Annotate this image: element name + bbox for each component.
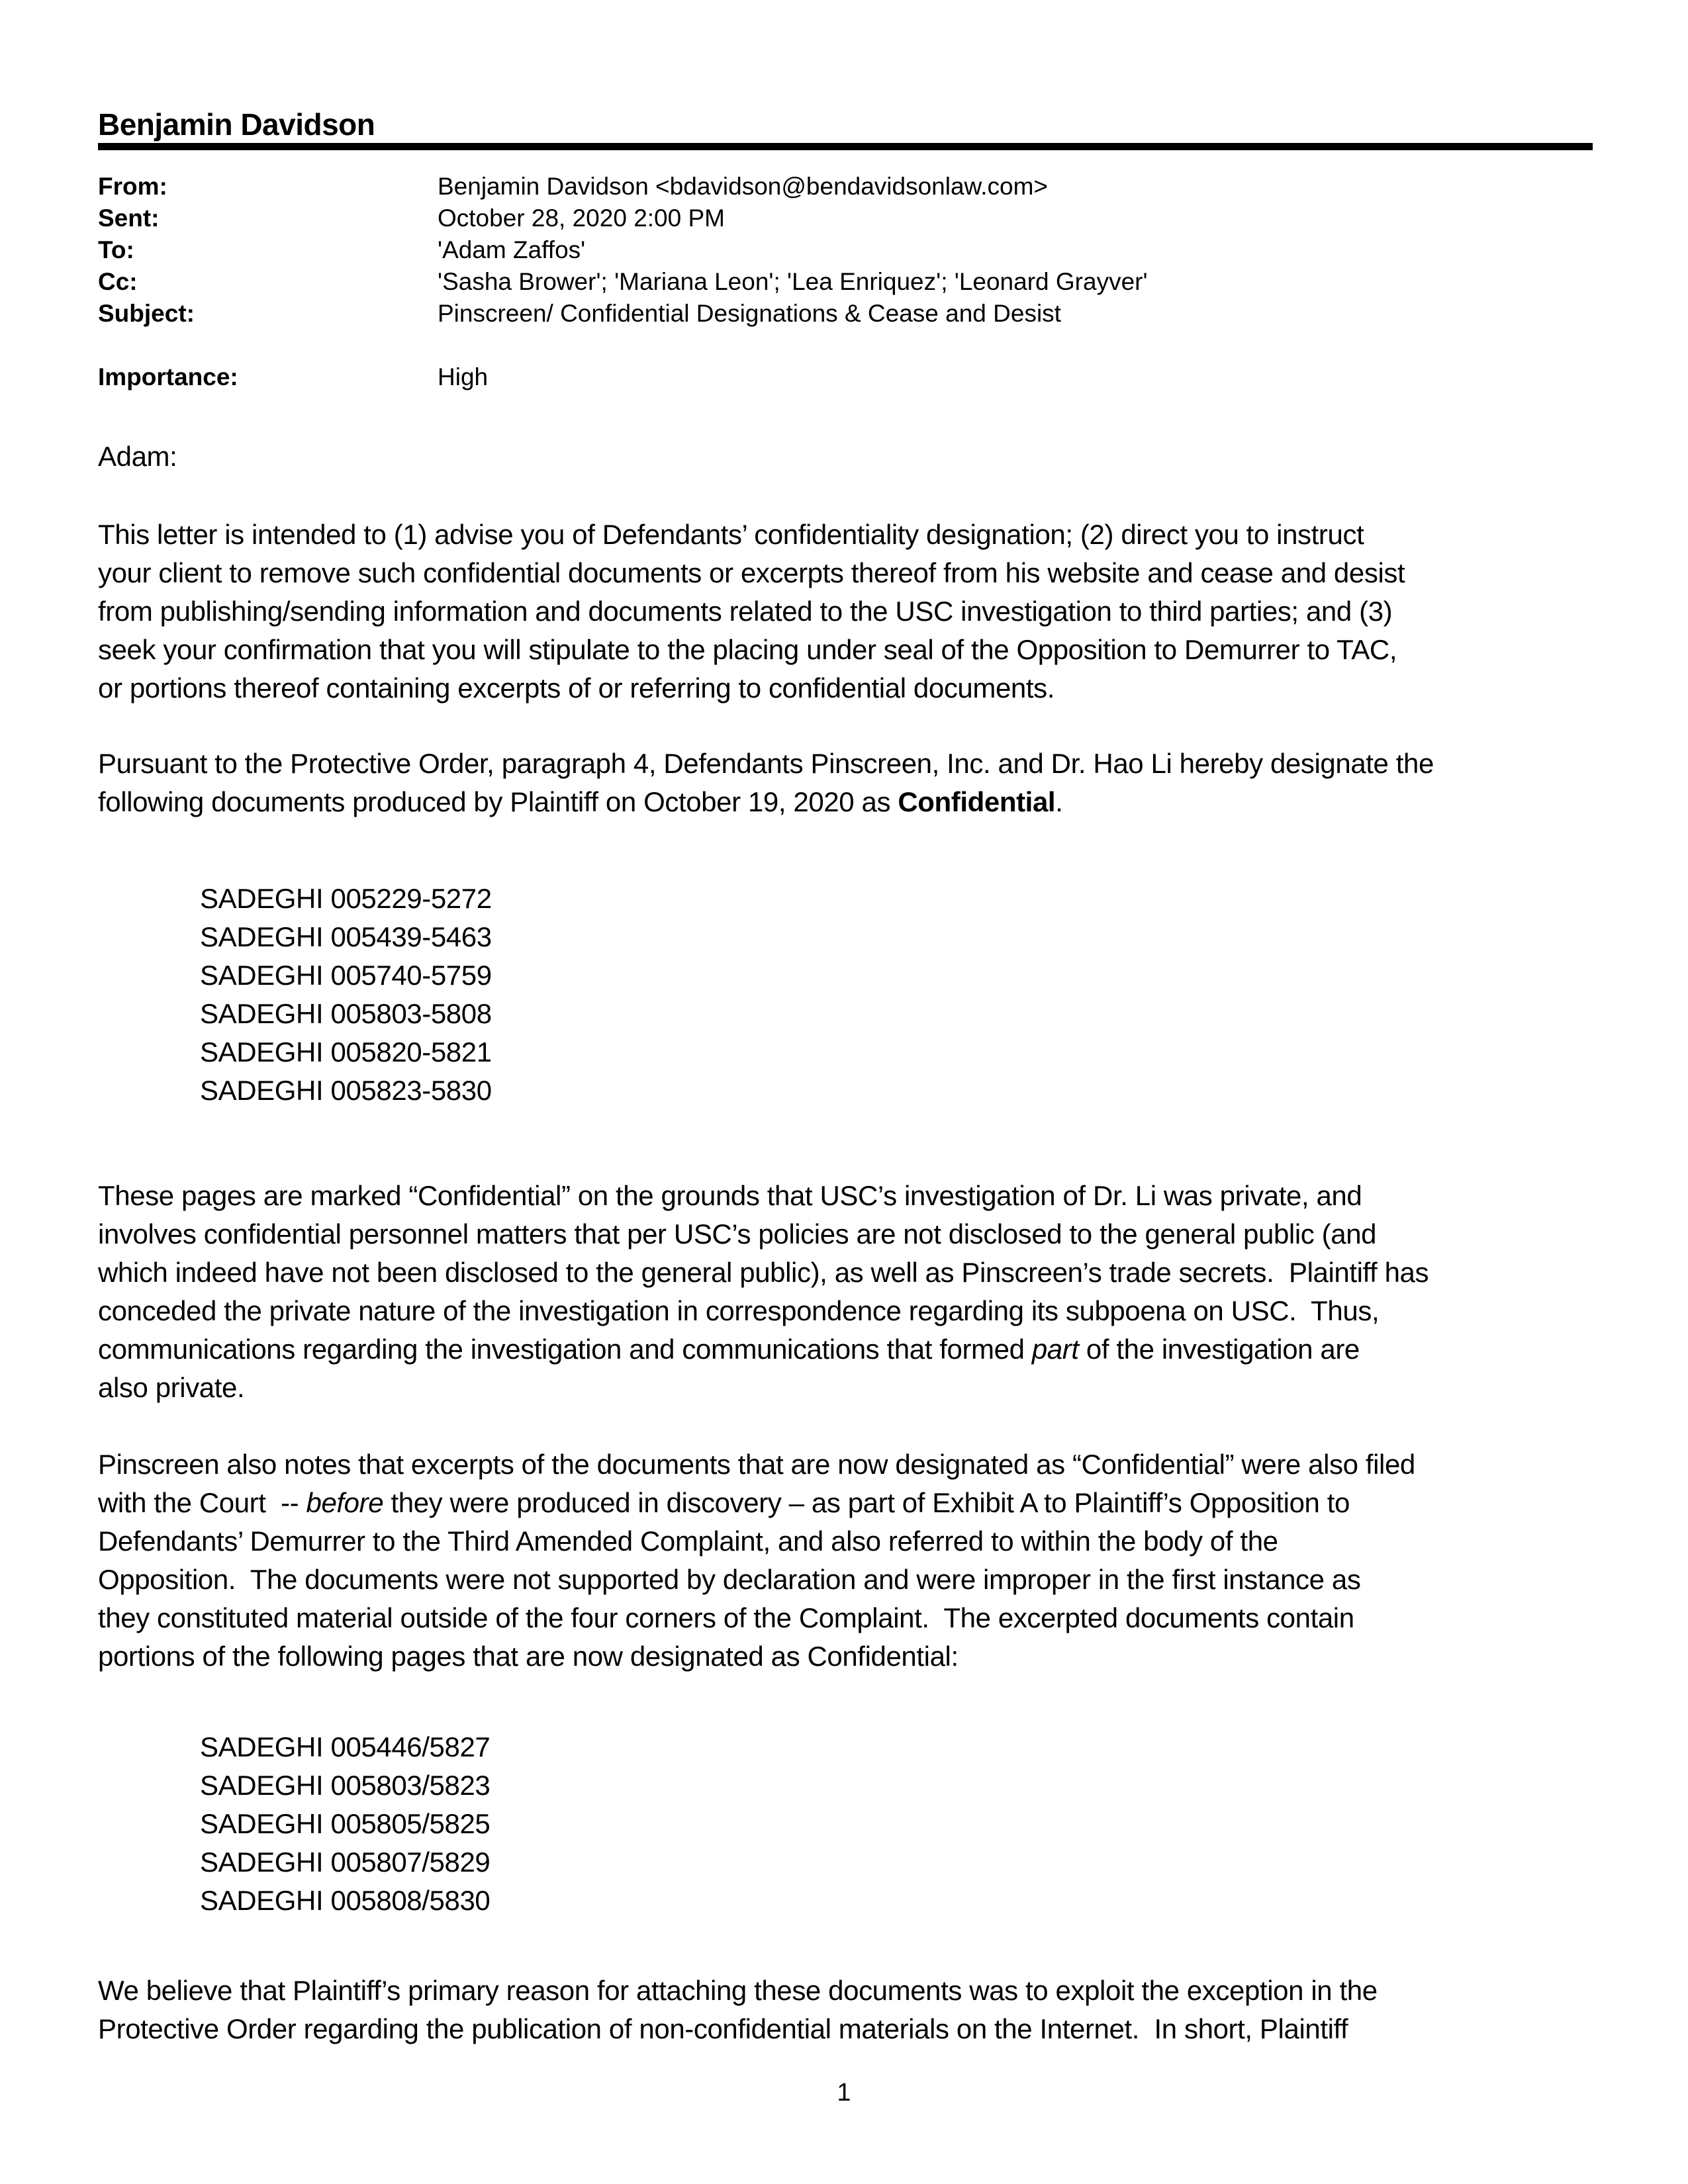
list-item: SADEGHI 005823-5830: [200, 1075, 492, 1106]
salutation: Adam:: [98, 441, 177, 472]
text-line: your client to remove such confidential documents or excerpts thereof from his website and cease and desist: [98, 557, 1405, 588]
list-item: SADEGHI 005439-5463: [200, 921, 492, 952]
header-rule: [98, 143, 1593, 150]
list-item: SADEGHI 005803-5808: [200, 998, 492, 1029]
paragraph-excerpts: [98, 1445, 1415, 1676]
text-line: from publishing/sending information and documents related to the USC investigation to third parties; and (3): [98, 596, 1393, 627]
paragraph-grounds: [98, 1177, 1429, 1407]
excerpted-pages-list: [200, 1728, 490, 1920]
text-line: involves confidential personnel matters that per USC’s policies are not disclosed to the general public (and: [98, 1218, 1377, 1250]
list-item: SADEGHI 005805/5825: [200, 1808, 491, 1839]
header-field-row-to: [98, 234, 1148, 266]
designated-documents-list: [200, 880, 492, 1110]
text-line: or portions thereof containing excerpts of or referring to confidential documents.: [98, 672, 1055, 704]
field-label-importance: Importance:: [98, 363, 238, 390]
list-item: SADEGHI 005807/5829: [200, 1846, 491, 1878]
text-line: communications regarding the investigation and communications that formed part of the investigation are: [98, 1334, 1360, 1365]
text-line: following documents produced by Plaintiff on October 19, 2020 as Confidential.: [98, 786, 1063, 817]
header-field-row-sent: [98, 203, 1148, 234]
text-line: These pages are marked “Confidential” on the grounds that USC’s investigation of Dr. Li was private, and: [98, 1180, 1362, 1211]
field-label-from: From:: [98, 173, 167, 200]
paragraph-belief: [98, 1972, 1378, 2048]
text-line: conceded the private nature of the investigation in correspondence regarding its subpoena on USC. Thus,: [98, 1295, 1380, 1326]
field-value-to: 'Adam Zaffos': [438, 236, 586, 263]
header-field-row-subject: [98, 298, 1148, 330]
field-label-cc: Cc:: [98, 268, 138, 295]
list-item: SADEGHI 005808/5830: [200, 1885, 491, 1916]
text-line: This letter is intended to (1) advise you of Defendants’ confidentiality designation; (2) direct you to instruct: [98, 519, 1364, 550]
header-field-row-from: [98, 171, 1148, 203]
list-item: SADEGHI 005229-5272: [200, 883, 492, 914]
header-fields: [98, 171, 1148, 393]
field-label-subject: Subject:: [98, 300, 195, 327]
field-label-to: To:: [98, 236, 134, 263]
field-value-from: Benjamin Davidson <bdavidson@bendavidsonlaw.com>: [438, 173, 1049, 200]
text-line: Pursuant to the Protective Order, paragraph 4, Defendants Pinscreen, Inc. and Dr. Hao Li hereby designate the: [98, 748, 1434, 779]
list-item: SADEGHI 005820-5821: [200, 1036, 492, 1068]
text-line: which indeed have not been disclosed to the general public), as well as Pinscreen’s trade secrets. Plaintiff has: [98, 1257, 1429, 1288]
paragraph-designation: [98, 745, 1434, 821]
text-line: We believe that Plaintiff’s primary reason for attaching these documents was to exploit the exception in the: [98, 1975, 1378, 2006]
list-item: SADEGHI 005740-5759: [200, 960, 492, 991]
field-value-cc: 'Sasha Brower'; 'Mariana Leon'; 'Lea Enriquez'; 'Leonard Grayver': [438, 268, 1148, 295]
page-number: 1: [837, 2079, 851, 2107]
header-field-row-cc: [98, 266, 1148, 298]
field-value-sent: October 28, 2020 2:00 PM: [438, 205, 725, 232]
header-field-row-importance: [98, 361, 1148, 393]
text-line: Opposition. The documents were not supported by declaration and were improper in the first instance as: [98, 1564, 1361, 1595]
text-line: portions of the following pages that are now designated as Confidential:: [98, 1641, 959, 1672]
field-label-sent: Sent:: [98, 205, 160, 232]
list-item: SADEGHI 005803/5823: [200, 1770, 491, 1801]
text-line: Pinscreen also notes that excerpts of the documents that are now designated as “Confidential” were also filed: [98, 1449, 1415, 1480]
text-line: Defendants’ Demurrer to the Third Amended Complaint, and also referred to within the body of the: [98, 1525, 1278, 1557]
list-item: SADEGHI 005446/5827: [200, 1731, 491, 1762]
text-line: Protective Order regarding the publication of non-confidential materials on the Internet. In short, Plaintiff: [98, 2013, 1348, 2044]
text-line: seek your confirmation that you will stipulate to the placing under seal of the Opposition to Demurrer to TAC,: [98, 634, 1397, 665]
paragraph-intent: [98, 516, 1405, 707]
text-line: with the Court -- before they were produced in discovery – as part of Exhibit A to Plaintiff’s Opposition to: [98, 1487, 1350, 1518]
field-value-subject: Pinscreen/ Confidential Designations & Cease and Desist: [438, 300, 1061, 327]
page-title: Benjamin Davidson: [98, 107, 375, 142]
text-line: also private.: [98, 1372, 245, 1403]
field-value-importance: High: [438, 363, 489, 390]
text-line: they constituted material outside of the four corners of the Complaint. The excerpted documents contain: [98, 1602, 1354, 1633]
